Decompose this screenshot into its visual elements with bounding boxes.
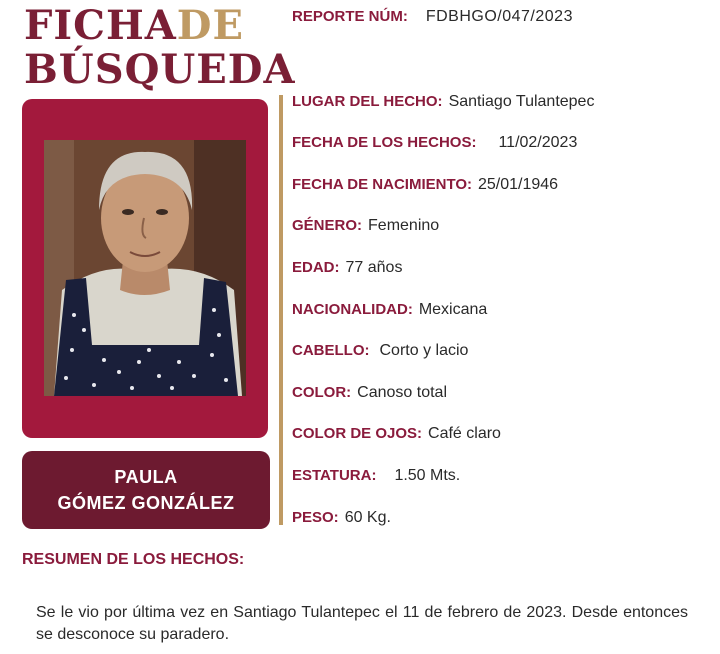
field-label: GÉNERO: <box>292 217 363 234</box>
field-value: 25/01/1946 <box>478 176 559 193</box>
field-label: NACIONALIDAD: <box>292 301 413 318</box>
field-estatura <box>292 467 460 485</box>
field-value: Femenino <box>368 217 440 234</box>
field-label: EDAD: <box>292 259 340 276</box>
field-label: CABELLO: <box>292 342 370 359</box>
field-value: 1.50 Mts. <box>394 467 461 484</box>
field-value: Corto y lacio <box>379 342 469 359</box>
report-number <box>292 8 573 26</box>
person-name-box <box>22 451 270 529</box>
field-label: COLOR: <box>292 384 352 401</box>
field-fecha-nacimiento <box>292 176 558 194</box>
page-title <box>24 4 296 92</box>
title-busqueda: BÚSQUEDA <box>24 46 296 93</box>
summary-text: Se le vio por última vez en Santiago Tulantepec el 11 de febrero de 2023. Desde entonces se desconoce su paradero. <box>36 604 688 643</box>
field-value: 60 Kg. <box>344 509 391 526</box>
field-value: 77 años <box>345 259 403 276</box>
photo-frame <box>22 99 268 438</box>
field-value: Mexicana <box>418 301 488 318</box>
title-ficha: FICHA <box>24 2 177 49</box>
divider <box>279 95 283 525</box>
summary-title: RESUMEN DE LOS HECHOS: <box>22 551 245 568</box>
field-label: ESTATURA: <box>292 467 377 484</box>
field-value: 11/02/2023 <box>498 134 578 151</box>
field-label: FECHA DE LOS HECHOS: <box>292 134 477 151</box>
field-value: Santiago Tulantepec <box>448 93 595 110</box>
person-photo <box>44 140 246 396</box>
field-lugar <box>292 93 594 111</box>
field-fecha-hechos <box>292 134 577 152</box>
field-label: LUGAR DEL HECHO: <box>292 93 443 110</box>
person-last-names: GÓMEZ GONZÁLEZ <box>57 493 235 513</box>
field-nacionalidad <box>292 301 487 319</box>
field-color-ojos <box>292 425 501 443</box>
field-cabello <box>292 342 468 360</box>
report-value: FDBHGO/047/2023 <box>425 8 573 25</box>
field-label: COLOR DE OJOS: <box>292 425 423 442</box>
field-peso <box>292 509 391 527</box>
field-value: Canoso total <box>357 384 448 401</box>
field-value: Café claro <box>428 425 501 442</box>
person-first-name: PAULA <box>114 467 178 487</box>
field-edad <box>292 259 402 277</box>
field-label: PESO: <box>292 509 339 526</box>
field-genero <box>292 217 439 235</box>
title-de: DE <box>176 2 244 49</box>
field-color <box>292 384 447 402</box>
field-label: FECHA DE NACIMIENTO: <box>292 176 472 193</box>
report-label: REPORTE NÚM: <box>292 8 408 25</box>
